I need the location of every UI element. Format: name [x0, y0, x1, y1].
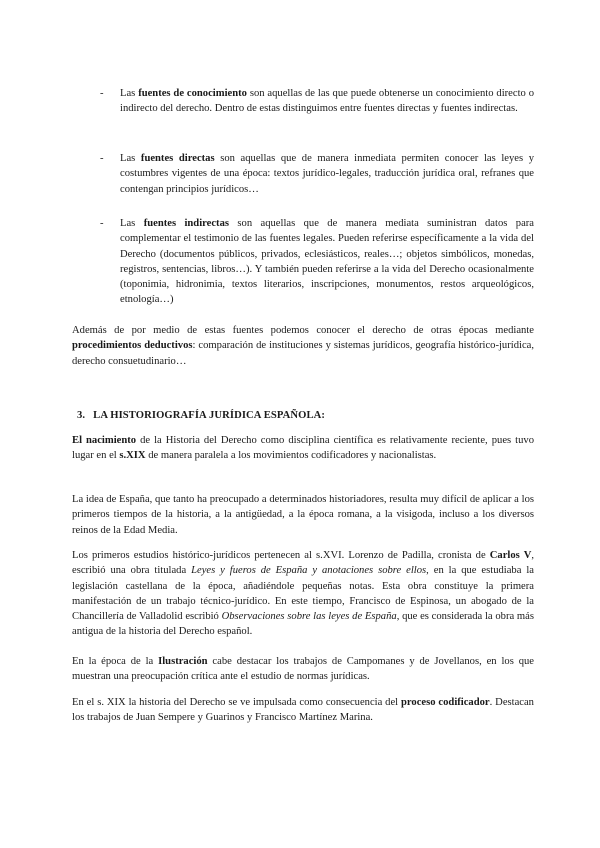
paragraph-procedimientos-deductivos: [72, 323, 534, 369]
paragraph-term: El nacimiento: [72, 435, 137, 446]
bullet-fuentes-indirectas: [100, 216, 534, 308]
paragraph-text: de la Historia del Derecho como disciplina científica es relativamente reciente, pues tuvo lugar en el: [72, 435, 534, 462]
paragraph-idea-espana: [72, 492, 534, 538]
bullet-fuentes-conocimiento: [100, 86, 534, 117]
bullet-dash: -: [100, 88, 104, 99]
paragraph-text: . Destacan los trabajos de Juan Sempere y Guarinos y Francisco Martínez Marina.: [72, 697, 534, 724]
paragraph-term: Ilustración: [158, 656, 208, 667]
paragraph-text: cabe destacar los trabajos de Campomanes y de Jovellanos, en los que muestran una preocupación crítica ante el estudio de normas jurídicas.: [72, 656, 534, 683]
paragraph-text: Los primeros estudios histórico-jurídicos pertenecen al s.XVI. Lorenzo de Padilla, cronista de: [72, 550, 490, 561]
paragraph-text: Además de por medio de estas fuentes podemos conocer el derecho de otras épocas mediante: [72, 325, 534, 336]
paragraph-text: : comparación de instituciones y sistemas jurídicos, geografía histórico-jurídica, derecho consuetudinario…: [72, 340, 534, 367]
paragraph-primeros-estudios: [72, 548, 534, 640]
bullet-dash: -: [100, 218, 104, 229]
paragraph-term: Carlos V: [489, 550, 532, 561]
bullet-term: fuentes indirectas: [143, 218, 229, 229]
section-number: 3.: [77, 410, 86, 421]
bullet-term: fuentes de conocimiento: [138, 88, 247, 99]
paragraph-text: En el s. XIX la historia del Derecho se ve impulsada como consecuencia del: [72, 697, 402, 708]
paragraph-siglo-xix: [72, 695, 534, 726]
bullet-fuentes-directas: [100, 151, 535, 197]
paragraph-term: proceso codificador: [401, 697, 490, 708]
section-heading: [77, 408, 325, 423]
section-title: LA HISTORIOGRAFÍA JURÍDICA ESPAÑOLA:: [93, 410, 326, 421]
bullet-dash: -: [100, 153, 104, 164]
book-title: Leyes y fueros de España y anotaciones sobre ellos: [191, 565, 427, 577]
paragraph-text: de manera paralela a los movimientos codificadores y nacionalistas.: [145, 450, 437, 462]
paragraph-ilustracion: [72, 654, 534, 685]
bullet-text-post: son aquellas que de manera mediata suministran datos para complementar el testimonio de las fuentes legales. Pueden referirse específicamente a la vida del Derecho (documentos públicos, privados, eclesiásticos, reales…; objetos simbólicos, monedas, registros, sentencias, libros…). Y también pueden referirse a la vida del Derecho ocasionalmente (toponimia, hidronimia, textos literarios, inscripciones, monumentos, restos arqueológicos, etnología…): [120, 218, 534, 306]
bullet-text-post: son aquellas que de manera inmediata permiten conocer las leyes y costumbres vigentes de una época: textos jurídico-legales, traducción jurídica oral, refranes que contengan principios jurídicos…: [120, 153, 535, 195]
bullet-text-post: son aquellas de las que puede obtenerse un conocimiento directo o indirecto del derecho. Dentro de estas distinguimos entre fuentes directas y fuentes indirectas.: [120, 88, 534, 115]
bullet-text-pre: Las: [120, 153, 141, 164]
paragraph-nacimiento: [72, 433, 534, 464]
bullet-text-pre: Las: [120, 88, 139, 99]
paragraph-text: , escribió una obra titulada: [72, 550, 535, 577]
paragraph-text: En la época de la: [72, 656, 159, 667]
paragraph-text: , en la que estudiaba la legislación castellana de la época, añadiéndole pequeñas notas. Esta obra constituye la primera manifestación de un trabajo técnico-jurídico. En este tiempo, Francisco de Espinosa, un abogado de la Chancillería de Valladolid escribió: [72, 565, 534, 623]
paragraph-term: s.XIX: [119, 450, 146, 462]
paragraph-text: La idea de España, que tanto ha preocupado a determinados historiadores, resulta muy difícil de aplicar a los primeros tiempos de la historia, a la antigüedad, a la época romana, a la visigoda, incluso a los diversos reinos de la Edad Media.: [72, 494, 534, 536]
book-title: Observaciones sobre las leyes de España: [221, 611, 397, 623]
bullet-term: fuentes directas: [140, 153, 215, 164]
paragraph-text: , que es considerada la obra más antigua de la historia del Derecho español.: [72, 611, 534, 638]
paragraph-term: procedimientos deductivos: [72, 340, 193, 352]
bullet-text-pre: Las: [120, 218, 144, 229]
